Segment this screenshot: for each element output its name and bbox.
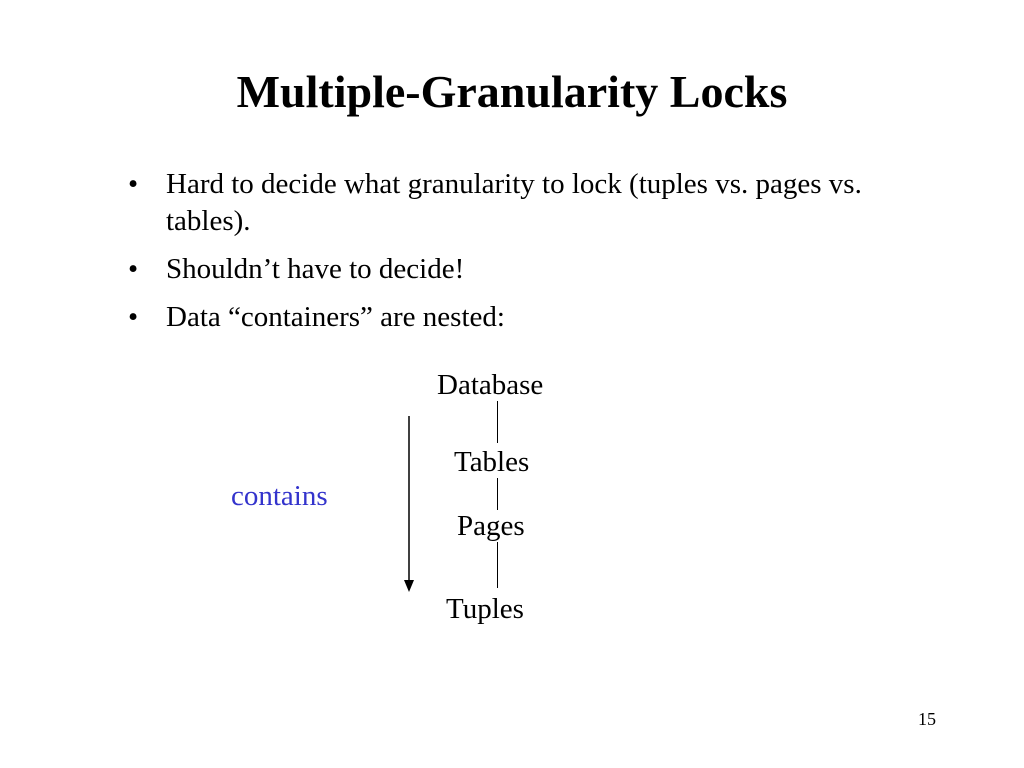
down-arrow-icon: [400, 416, 420, 592]
bullet-text: Shouldn’t have to decide!: [166, 253, 465, 285]
contains-label: contains: [231, 480, 328, 512]
bullet-text: Data “containers” are nested:: [166, 301, 505, 333]
level-tuples: Tuples: [446, 593, 524, 625]
bullet-marker: •: [128, 168, 139, 200]
level-tables: Tables: [454, 446, 530, 478]
bullet-list: [128, 166, 888, 347]
bullet-text: Hard to decide what granularity to lock (tuples vs. pages vs. tables).: [166, 168, 862, 237]
page-number: 15: [918, 709, 936, 729]
connector-line: [497, 401, 498, 443]
level-pages: Pages: [457, 510, 525, 542]
connector-line: [497, 542, 498, 588]
bullet-item: [128, 299, 888, 336]
bullet-item: [128, 166, 888, 240]
bullet-item: [128, 251, 888, 288]
bullet-marker: •: [128, 253, 139, 285]
bullet-marker: •: [128, 301, 139, 333]
connector-line: [497, 478, 498, 510]
level-database: Database: [437, 369, 544, 401]
slide-title: Multiple-Granularity Locks: [236, 66, 788, 117]
